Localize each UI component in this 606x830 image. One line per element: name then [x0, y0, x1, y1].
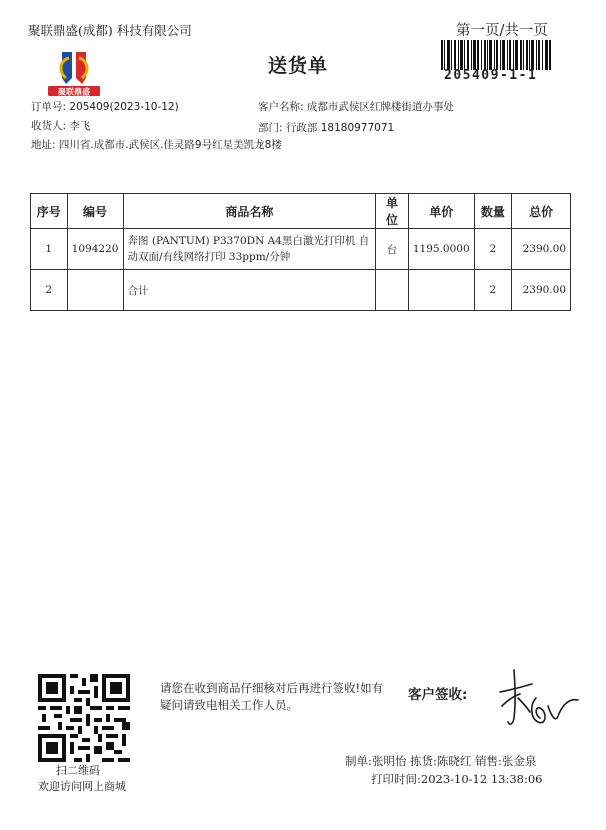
customer-signature-label: 客户签收:	[408, 687, 468, 703]
handwritten-signature	[496, 662, 586, 742]
barcode-image	[441, 40, 551, 70]
barcode-number: 205409-1-1	[444, 68, 538, 83]
address-label: 地址:	[31, 139, 56, 151]
staff-info: 制单:张明怡 拣货:陈晓红 销售:张金泉	[345, 754, 537, 768]
customer-name-value: 成都市武侯区红牌楼街道办事处	[306, 101, 454, 113]
department-label: 部门:	[258, 122, 283, 134]
cell-seq: 2	[31, 270, 68, 311]
header-total: 总价	[512, 194, 571, 229]
cell-product-name: 奔图 (PANTUM) P3370DN A4黑白激光打印机 自动双面/有线网络打印 33ppm/分钟	[123, 229, 376, 270]
department-field	[258, 120, 394, 135]
document-title: 送货单	[268, 55, 329, 77]
order-number-field	[31, 99, 179, 114]
receiver-value: 李飞	[69, 120, 91, 132]
print-time: 打印时间:2023-10-12 13:38:06	[371, 772, 543, 786]
qr-code-image	[38, 674, 130, 762]
company-name: 聚联鼎盛(成都) 科技有限公司	[28, 23, 192, 38]
cell-product-name: 合计	[123, 270, 376, 311]
receiver-field	[31, 118, 90, 133]
department-value: 行政部 18180977071	[285, 122, 395, 134]
cell-code: 1094220	[67, 229, 123, 270]
cell-qty: 2	[474, 270, 512, 311]
order-number-value: 205409(2023-10-12)	[69, 101, 179, 113]
cell-code	[67, 270, 123, 311]
qr-subcaption: 欢迎访问网上商城	[38, 780, 126, 793]
header-qty: 数量	[474, 194, 512, 229]
cell-price	[408, 270, 474, 311]
table-header-row	[31, 194, 571, 229]
receipt-notice: 请您在收到商品仔细核对后再进行签收!如有疑问请致电相关工作人员。	[160, 681, 384, 712]
qr-caption: 扫二维码	[56, 764, 100, 777]
cell-seq: 1	[31, 229, 68, 270]
order-number-label: 订单号:	[31, 101, 67, 113]
cell-qty: 2	[474, 229, 512, 270]
receiver-label: 收货人:	[31, 120, 67, 132]
cell-unit: 台	[376, 229, 409, 270]
header-seq: 序号	[31, 194, 68, 229]
header-price: 单价	[408, 194, 474, 229]
header-code: 编号	[67, 194, 123, 229]
header-product-name: 商品名称	[123, 194, 376, 229]
items-table	[30, 193, 571, 311]
logo-text: 聚联鼎盛	[58, 87, 90, 97]
cell-total: 2390.00	[512, 270, 571, 311]
table-row	[31, 229, 571, 270]
customer-name-field	[258, 99, 454, 114]
company-logo	[46, 48, 102, 98]
customer-name-label: 客户名称:	[258, 101, 304, 113]
cell-price: 1195.0000	[408, 229, 474, 270]
address-field	[31, 137, 282, 152]
address-value: 四川省.成都市.武侯区.佳灵路9号红星美凯龙8楼	[58, 139, 282, 151]
table-row	[31, 270, 571, 311]
header-unit: 单位	[376, 194, 409, 229]
page-info: 第一页/共一页	[456, 23, 548, 39]
cell-unit	[376, 270, 409, 311]
cell-total: 2390.00	[512, 229, 571, 270]
